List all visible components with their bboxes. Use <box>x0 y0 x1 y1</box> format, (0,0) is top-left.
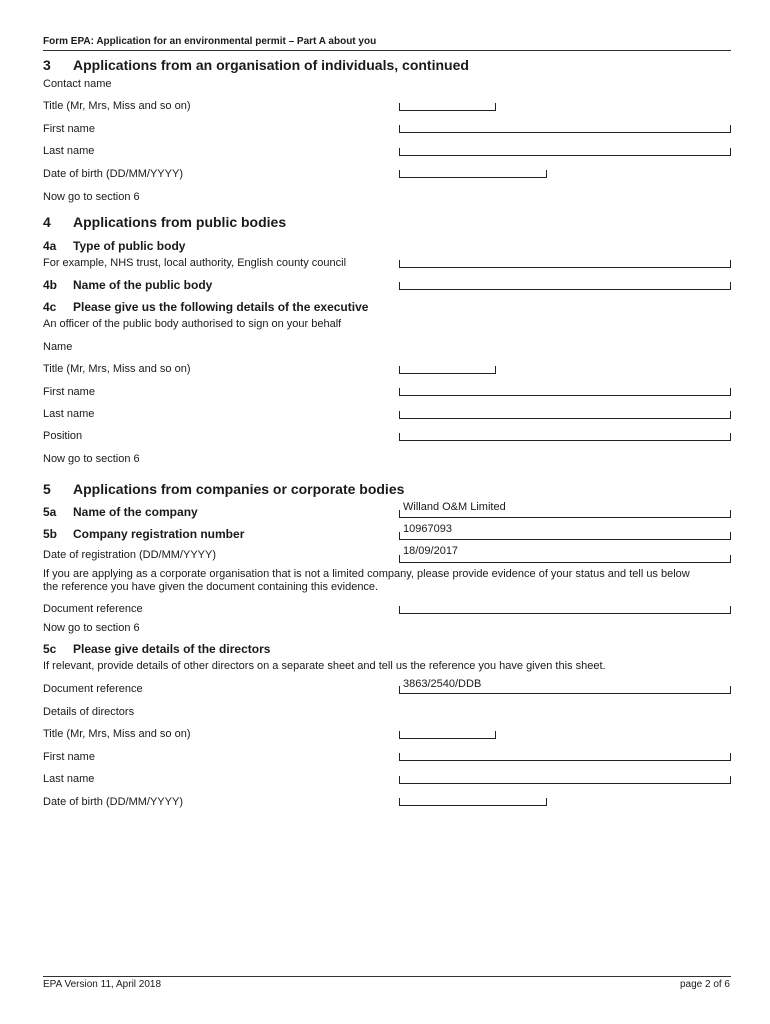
s5c-last-name-field[interactable] <box>399 776 731 784</box>
s4-last-name-label: Last name <box>43 408 95 420</box>
s3-last-name-field[interactable] <box>399 148 731 156</box>
s5c-dob-label: Date of birth (DD/MM/YYYY) <box>43 796 183 808</box>
subsection-number: 5b <box>43 527 58 541</box>
section-title: Applications from an organisation of individuals, continued <box>73 57 469 73</box>
s4c-hint: An officer of the public body authorised to sign on your behalf <box>43 318 342 330</box>
section-5-heading <box>43 481 404 497</box>
s4a-type-field[interactable] <box>399 260 731 268</box>
s5c-details-label: Details of directors <box>43 706 135 718</box>
s4c-heading <box>43 300 368 314</box>
s5a-heading <box>43 505 198 519</box>
s5c-title-label: Title (Mr, Mrs, Miss and so on) <box>43 728 191 740</box>
s5b-heading <box>43 527 244 541</box>
s5c-doc-ref-value: 3863/2540/DDB <box>403 678 482 690</box>
s4a-heading <box>43 239 185 253</box>
s4b-heading <box>43 278 212 292</box>
s4-title-field[interactable] <box>399 366 496 374</box>
section-number: 4 <box>43 214 51 230</box>
s5a-company-value: Willand O&M Limited <box>403 501 506 513</box>
section-number: 5 <box>43 481 51 497</box>
subsection-title: Name of the public body <box>73 278 213 292</box>
s5c-title-field[interactable] <box>399 731 496 739</box>
s4-position-field[interactable] <box>399 433 731 441</box>
s5c-last-name-label: Last name <box>43 773 95 785</box>
subsection-number: 4c <box>43 300 57 314</box>
s3-dob-label: Date of birth (DD/MM/YYYY) <box>43 168 183 180</box>
section-number: 3 <box>43 57 51 73</box>
form-header: Form EPA: Application for an environmental permit – Part A about you <box>43 36 377 47</box>
subsection-title: Company registration number <box>73 527 245 541</box>
s3-go-to: Now go to section 6 <box>43 191 140 203</box>
footer-version: EPA Version 11, April 2018 <box>43 979 162 990</box>
s4-first-name-label: First name <box>43 386 95 398</box>
contact-name-label: Contact name <box>43 78 112 90</box>
s3-first-name-field[interactable] <box>399 125 731 133</box>
s3-dob-field[interactable] <box>399 170 547 178</box>
s5c-dob-field[interactable] <box>399 798 547 806</box>
s4b-name-field[interactable] <box>399 282 731 290</box>
s5-doc-ref-label: Document reference <box>43 603 143 615</box>
s5c-heading <box>43 642 270 656</box>
footer-rule <box>43 976 731 977</box>
s5b-registration-value: 10967093 <box>403 523 452 535</box>
s3-first-name-label: First name <box>43 123 95 135</box>
s5c-doc-ref-label: Document reference <box>43 683 143 695</box>
subsection-number: 5a <box>43 505 57 519</box>
subsection-number: 4b <box>43 278 58 292</box>
subsection-title: Name of the company <box>73 505 198 519</box>
s5-go-to: Now go to section 6 <box>43 622 140 634</box>
s3-title-label: Title (Mr, Mrs, Miss and so on) <box>43 100 191 112</box>
footer-page-number: page 2 of 6 <box>679 979 730 990</box>
header-rule <box>43 50 731 51</box>
s4-title-label: Title (Mr, Mrs, Miss and so on) <box>43 363 191 375</box>
section-title: Applications from public bodies <box>73 214 287 230</box>
s4-last-name-field[interactable] <box>399 411 731 419</box>
section-title: Applications from companies or corporate bodies <box>73 481 405 497</box>
subsection-title: Please give us the following details of the executive <box>73 300 369 314</box>
section-4-heading <box>43 214 286 230</box>
s5-evidence-text-2: the reference you have given the document containing this evidence. <box>43 581 379 593</box>
s5c-first-name-label: First name <box>43 751 95 763</box>
s5-evidence-text-1: If you are applying as a corporate organisation that is not a limited company, please provide evidence of your status and tell us below <box>43 568 690 580</box>
s4-first-name-field[interactable] <box>399 388 731 396</box>
subsection-number: 4a <box>43 239 57 253</box>
subsection-title: Please give details of the directors <box>73 642 271 656</box>
s5-reg-date-value: 18/09/2017 <box>403 545 459 557</box>
s5c-hint: If relevant, provide details of other directors on a separate sheet and tell us the reference you have given this sheet. <box>43 660 606 672</box>
s5c-first-name-field[interactable] <box>399 753 731 761</box>
s4-position-label: Position <box>43 430 83 442</box>
section-3-heading <box>43 57 469 73</box>
s4a-hint: For example, NHS trust, local authority, English county council <box>43 257 347 269</box>
s3-last-name-label: Last name <box>43 145 95 157</box>
subsection-title: Type of public body <box>73 239 186 253</box>
subsection-number: 5c <box>43 642 57 656</box>
s3-title-field[interactable] <box>399 103 496 111</box>
s5-reg-date-label: Date of registration (DD/MM/YYYY) <box>43 549 216 561</box>
s5-doc-ref-field[interactable] <box>399 606 731 614</box>
s4-name-label: Name <box>43 341 73 353</box>
s4-go-to: Now go to section 6 <box>43 453 140 465</box>
